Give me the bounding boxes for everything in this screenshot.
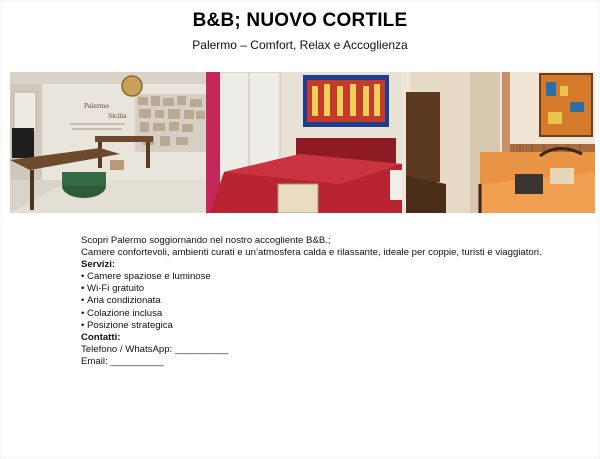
service-item: • Wi-Fi gratuito <box>81 283 551 295</box>
intro-line-2: Camere confortevoli, ambienti curati e un’atmosfera calda e rilassante, ideale per coppie, turisti e viaggiatori. <box>81 247 542 259</box>
service-item: • Colazione inclusa <box>81 308 551 320</box>
phone-field: Telefono / WhatsApp: __________ <box>81 343 229 355</box>
interior-lounge-photo <box>10 72 210 213</box>
wooden-bed-bedroom-photo <box>402 72 595 213</box>
service-item: • Posizione strategica <box>81 320 551 332</box>
service-item: • Aria condizionata <box>81 295 551 307</box>
wall-sign-text: Palermo <box>84 103 109 110</box>
service-item: • Camere spaziose e luminose <box>81 271 551 283</box>
email-field: Email: __________ <box>81 355 164 367</box>
intro-line-1: Scopri Palermo soggiornando nel nostro accogliente B&B.; <box>81 235 331 246</box>
services-heading: Servizi: <box>81 259 116 271</box>
services-list <box>81 271 551 331</box>
red-bedroom-photo <box>206 72 406 213</box>
photo-collage <box>10 72 595 213</box>
description-body <box>81 235 551 368</box>
contacts-heading: Contatti: <box>81 331 121 343</box>
svg-text:Sicilia: Sicilia <box>108 113 127 120</box>
page-subtitle: Palermo – Comfort, Relax e Accoglienza <box>192 38 408 52</box>
page-title: B&B; NUOVO CORTILE <box>192 10 408 31</box>
